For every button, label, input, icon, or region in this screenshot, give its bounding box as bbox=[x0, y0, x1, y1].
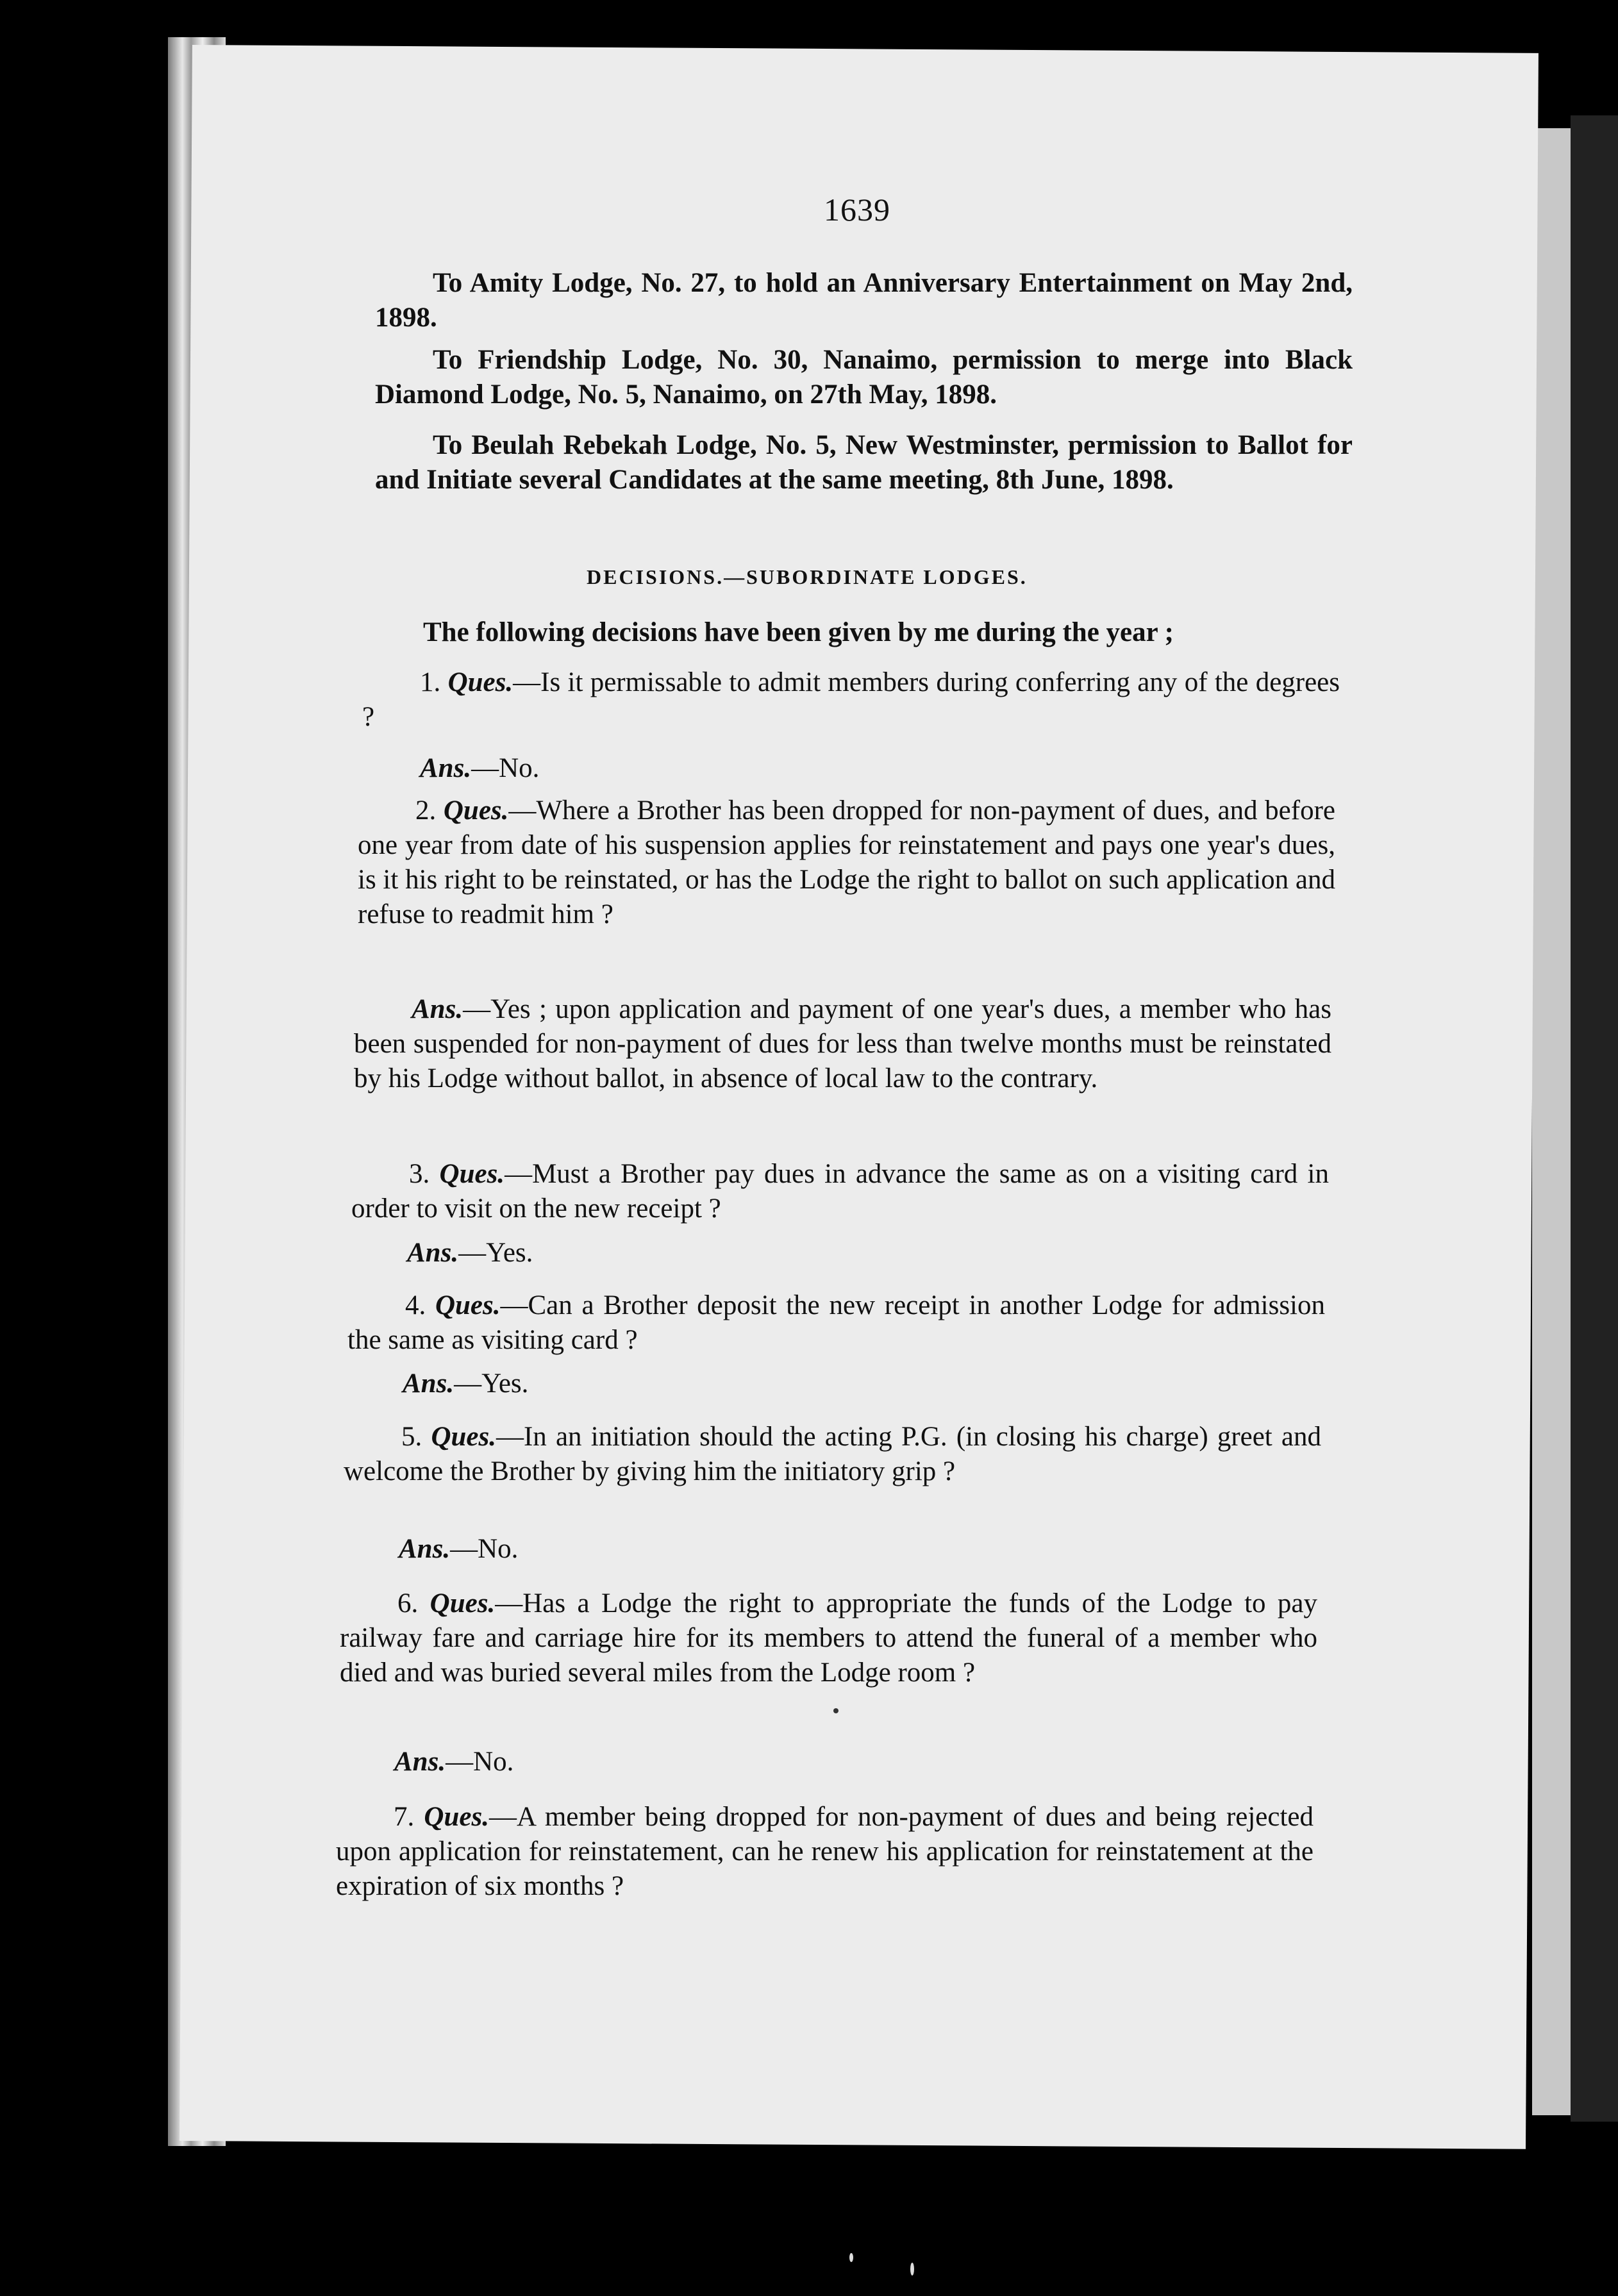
question-text: —In an initiation should the acting P.G. (in closing his charge) greet and welcome the Brother by giving him the initiatory grip ? bbox=[344, 1422, 1322, 1486]
answer-5 bbox=[399, 1532, 518, 1567]
question-5 bbox=[344, 1420, 1321, 1489]
answer-3 bbox=[407, 1236, 533, 1270]
question-number: 3. bbox=[409, 1159, 430, 1189]
question-1 bbox=[362, 665, 1340, 735]
question-2 bbox=[358, 794, 1335, 932]
question-text: —Must a Brother pay dues in advance the same as on a visiting card in order to visit on the new receipt ? bbox=[351, 1159, 1329, 1224]
ques-label: Ques. bbox=[439, 1159, 505, 1189]
ans-label: Ans. bbox=[420, 753, 472, 783]
scan-speck bbox=[849, 2253, 853, 2262]
ques-label: Ques. bbox=[435, 1290, 501, 1320]
answer-text: —Yes. bbox=[454, 1368, 529, 1399]
permission-paragraph: To Amity Lodge, No. 27, to hold an Anniversary Entertainment on May 2nd, 1898. bbox=[375, 268, 1353, 333]
question-text: —A member being dropped for non-payment of dues and being rejected upon application for reinstatement, can he renew his application for reinstatement at the expiration of six months ? bbox=[336, 1802, 1314, 1901]
question-text: —Has a Lodge the right to appropriate the funds of the Lodge to pay railway fare and carriage hire for its members to attend the funeral of a member who died and was buried several miles from the Lodge room ? bbox=[340, 1588, 1317, 1688]
question-number: 4. bbox=[405, 1290, 426, 1320]
answer-4 bbox=[403, 1367, 528, 1401]
page-number: 1639 bbox=[824, 192, 890, 228]
answer-text: —No. bbox=[471, 753, 540, 783]
question-4 bbox=[347, 1288, 1325, 1358]
answer-text: —No. bbox=[446, 1747, 514, 1777]
ans-label: Ans. bbox=[394, 1747, 446, 1777]
ans-label: Ans. bbox=[412, 994, 463, 1024]
section-heading: DECISIONS.—SUBORDINATE LODGES. bbox=[587, 565, 1028, 588]
question-number: 2. bbox=[415, 795, 437, 826]
scan-speck bbox=[833, 1708, 838, 1713]
binding-shadow bbox=[1571, 115, 1618, 2122]
question-number: 5. bbox=[401, 1422, 422, 1452]
answer-text: —No. bbox=[450, 1534, 519, 1564]
permission-paragraph: To Friendship Lodge, No. 30, Nanaimo, permission to merge into Black Diamond Lodge, No. 5, Nanaimo, on 27th May, 1898. bbox=[375, 345, 1353, 410]
question-text: —Can a Brother deposit the new receipt in another Lodge for admission the same as visiting card ? bbox=[347, 1290, 1326, 1355]
answer-text: —Yes. bbox=[458, 1238, 533, 1268]
ques-label: Ques. bbox=[431, 1422, 496, 1452]
question-text: —Where a Brother has been dropped for non-payment of dues, and before one year from date of his suspension applies for reinstatement and pays one year's dues, is it his right to be reinstated, or has the Lodge the right to ballot on such application and refuse to readmit him ? bbox=[358, 795, 1335, 929]
answer-text: —Yes ; upon application and payment of one year's dues, a member who has been suspended for non-payment of dues for less than twelve months must be reinstated by his Lodge without ballot, in absence of local law to the contrary. bbox=[354, 994, 1331, 1094]
next-page-edge bbox=[1532, 128, 1571, 2115]
ques-label: Ques. bbox=[447, 667, 513, 697]
question-text: —Is it permissable to admit members during conferring any of the degrees ? bbox=[362, 667, 1340, 732]
ans-label: Ans. bbox=[407, 1238, 459, 1268]
question-7 bbox=[336, 1800, 1314, 1904]
question-number: 1. bbox=[420, 667, 441, 697]
ans-label: Ans. bbox=[403, 1368, 455, 1399]
answer-6 bbox=[394, 1745, 513, 1779]
intro-text: The following decisions have been given by me during the year ; bbox=[423, 617, 1174, 647]
ques-label: Ques. bbox=[443, 795, 509, 826]
question-6 bbox=[340, 1586, 1317, 1690]
permission-paragraph: To Beulah Rebekah Lodge, No. 5, New Westminster, permission to Ballot for and Initiate several Candidates at the same meeting, 8th June, 1898. bbox=[375, 430, 1353, 495]
ans-label: Ans. bbox=[399, 1534, 451, 1564]
ques-label: Ques. bbox=[424, 1802, 489, 1832]
ques-label: Ques. bbox=[430, 1588, 496, 1618]
scan-speck bbox=[910, 2263, 914, 2275]
question-number: 6. bbox=[397, 1588, 419, 1618]
answer-2 bbox=[354, 992, 1331, 1096]
question-number: 7. bbox=[394, 1802, 415, 1832]
answer-1 bbox=[420, 751, 539, 786]
question-3 bbox=[351, 1157, 1329, 1226]
